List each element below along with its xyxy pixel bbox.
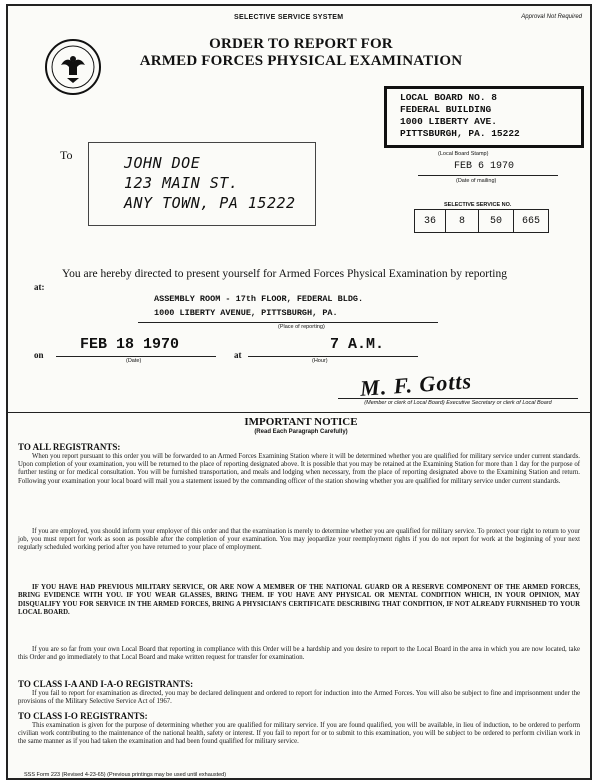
ssn-cell: 665: [514, 210, 549, 233]
mailing-date-rule: [418, 175, 558, 176]
notice-paragraph-5: If you fail to report for examination as directed, you may be declared delinquent and ordered to report for induction into the Armed Forces. You will also be subject to fine and imprisonment under the provisions of the Military Selective Service Act of 1967.: [18, 690, 580, 706]
form-number: SSS Form 223 (Revised 4-23-65) (Previous printings may be used until exhausted): [24, 772, 227, 778]
report-date: FEB 18 1970: [80, 336, 180, 353]
ssn-cell: 8: [446, 210, 479, 233]
recipient-street: 123 MAIN ST.: [124, 174, 239, 192]
notice-paragraph-2: If you are employed, you should inform your employer of this order and that the examination is merely to determine whether you are qualified for military service. To protect your right to return to your job, you must report for work as soon as possible after the completion of your examination. You may jeopardize your reemployment rights if you do not report for work at the beginning of your next regularly scheduled working period after you have returned to your place of employment.: [18, 528, 580, 552]
form-title-line-2: ARMED FORCES PHYSICAL EXAMINATION: [139, 53, 463, 69]
signature-rule: [338, 398, 578, 399]
local-board-line-3: 1000 LIBERTY AVE.: [400, 116, 497, 127]
local-board-line-2: FEDERAL BUILDING: [400, 104, 492, 115]
stamp-caption: (Local Board Stamp): [438, 151, 489, 157]
on-label: on: [34, 350, 44, 360]
report-time-caption: (Hour): [312, 358, 328, 364]
mailing-date-caption: (Date of mailing): [456, 178, 497, 184]
mailing-date: FEB 6 1970: [454, 161, 515, 172]
directive-text: You are hereby directed to present yourself for Armed Forces Physical Examination by reporting: [62, 268, 507, 280]
ssn-cell: 36: [415, 210, 446, 233]
place-line-2: 1000 LIBERTY AVENUE, PITTSBURGH, PA.: [154, 308, 338, 318]
form-title-line-1: ORDER TO REPORT FOR: [209, 36, 393, 52]
place-line-1: ASSEMBLY ROOM - 17th FLOOR, FEDERAL BLDG.: [154, 294, 364, 304]
place-rule: [138, 322, 438, 323]
local-board-line-4: PITTSBURGH, PA. 15222: [400, 128, 520, 139]
report-time: 7 A.M.: [330, 336, 385, 353]
notice-paragraph-3: IF YOU HAVE HAD PREVIOUS MILITARY SERVICE, OR ARE NOW A MEMBER OF THE NATIONAL GUARD OR A RESERVE COMPONENT OF THE ARMED FORCES, BRING EVIDENCE WITH YOU. IF YOU WEAR GLASSES, BRING THEM. IF YOU HAVE ANY PHYSICAL OR MENTAL CONDITION WHICH, IN YOUR OPINION, MAY DISQUALIFY YOU FOR SERVICE IN THE ARMED FORCES, BRING A PHYSICIAN'S CERTIFICATE DESCRIBING THAT CONDITION, IF NOT ALREADY FURNISHED TO YOUR LOCAL BOARD.: [18, 584, 580, 617]
notice-paragraph-1: When you report pursuant to this order you will be forwarded to an Armed Forces Examining Station where it will be determined whether you are qualified for military service under current standards. Upon completion of your examination, you will be returned to the place of reporting designated above. It is possible that you may be retained at the Examining Station for more than 1 day for the purpose of further testing or for medical consultation. You will be furnished transportation, and meals and lodging when necessary, from the place of reporting designated above to the Examining Station and return. Following your examination your local board will mail you a statement issued by the commanding officer of the station showing whether you are qualified for military service under current standards.: [18, 453, 580, 485]
local-board-line-1: LOCAL BOARD NO. 8: [400, 92, 497, 103]
place-caption: (Place of reporting): [278, 324, 325, 330]
section-divider: [8, 412, 590, 413]
class-1o-heading: TO CLASS I-O REGISTRANTS:: [18, 711, 148, 721]
order-to-report-form: [6, 4, 592, 780]
recipient-name: JOHN DOE: [124, 154, 201, 172]
at-time-label: at: [234, 350, 242, 360]
ssn-table: [414, 209, 549, 233]
to-all-registrants-heading: TO ALL REGISTRANTS:: [18, 442, 121, 452]
notice-subtitle: (Read Each Paragraph Carefully): [254, 429, 348, 435]
class-1a-heading: TO CLASS I-A AND I-A-O REGISTRANTS:: [18, 679, 194, 689]
recipient-city: ANY TOWN, PA 15222: [124, 194, 296, 212]
to-label: To: [60, 148, 73, 162]
ssn-label: SELECTIVE SERVICE NO.: [444, 202, 512, 208]
notice-title: IMPORTANT NOTICE: [244, 416, 358, 428]
ssn-cell: 50: [479, 210, 514, 233]
notice-paragraph-6: This examination is given for the purpose of determining whether you are qualified for military service. If you are found qualified, you will be available, in lieu of induction, to be ordered to perform civilian work contributing to the maintenance of the national health, safety or interest. If you fail to report for or to submit to this examination, you will be subject to be ordered to perform civilian work in the same manner as if you had taken the examination and had been found qualified for military service.: [18, 722, 580, 746]
at-label: at:: [34, 282, 45, 292]
report-date-caption: (Date): [126, 358, 142, 364]
agency-name: SELECTIVE SERVICE SYSTEM: [234, 14, 344, 21]
report-time-rule: [248, 356, 418, 357]
signature-caption: (Member or clerk of Local Board) Executive Secretary or clerk of Local Board: [364, 400, 552, 406]
notice-paragraph-4: If you are so far from your own Local Board that reporting in compliance with this Order will be a hardship and you desire to report to the Local Board in the area in which you are now located, take this Order and go immediately to that Local Board and make written request for transfer for examination.: [18, 646, 580, 662]
approval-note: Approval Not Required: [521, 14, 582, 20]
board-signature: M. F. Gotts: [359, 368, 473, 401]
report-date-rule: [56, 356, 216, 357]
